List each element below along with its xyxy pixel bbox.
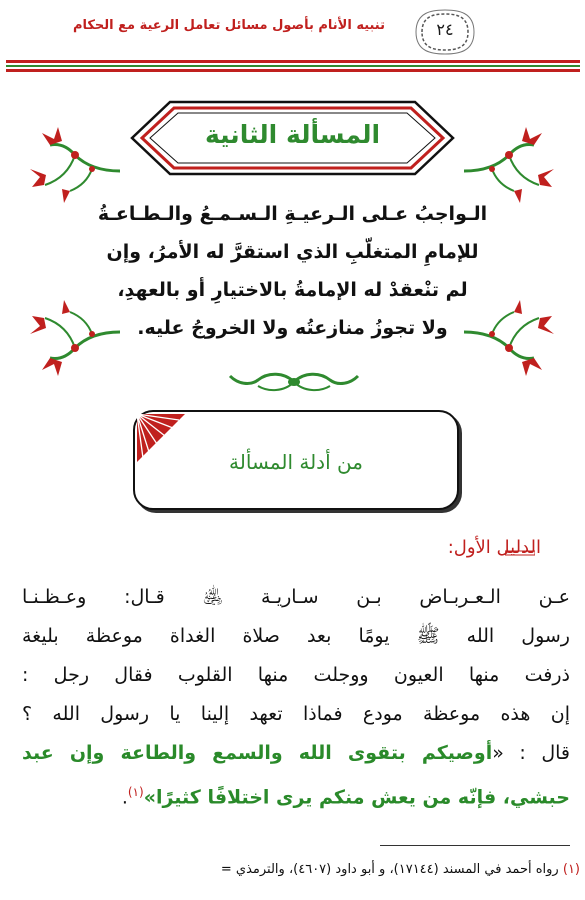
footnote-reference: (١) (127, 785, 144, 799)
issue-title: المسألة الثانية (204, 120, 381, 149)
hadith-quote: أوصيكم بتقوى الله والسمع والطاعة وإن عبد (22, 742, 493, 764)
footnote-number: (١) (562, 862, 580, 877)
running-header-title: تنبيه الأنام بأصول مسائل تعامل الرعية مع الحكام (72, 18, 385, 33)
page-number-ornament (414, 8, 476, 56)
footnote (2, 862, 580, 877)
floral-ornament-icon (30, 125, 122, 205)
ruling-line: لم تنْعقدْ له الإمامةُ بالاختيارِ أو بالعهدِ، (117, 279, 468, 301)
ruling-line: ولا تجوزُ منازعتُه ولا الخروجُ عليه. (137, 317, 448, 339)
ruling-line: للإمامِ المتغلّبِ الذي استقرَّ له الأمرُ، وإن (106, 241, 479, 263)
page-number: ٢٤ (436, 20, 454, 39)
footnote-rule (380, 845, 570, 846)
evidence-section-label: من أدلة المسألة (229, 450, 363, 474)
section-divider-ornament (228, 368, 360, 396)
quote-intro: قال : « (492, 742, 571, 764)
issue-title-plaque (130, 92, 455, 184)
ruling-line: الـواجبُ عـلى الـرعيـةِ الـسـمـعُ والـطـاعـةُ (97, 203, 488, 225)
sentence-end: . (121, 786, 128, 809)
body-line: ذرفت منها العيون ووجلت منها القلوب فقال رجل : (22, 664, 570, 686)
body-line: إن هذه موعظة مودع فماذا تعهد إلينا يا رسول الله ؟ (22, 703, 570, 725)
body-line-quote-start (22, 734, 570, 773)
header-rule-lines (6, 60, 580, 74)
footnote-text: رواه أحمد في المسند (١٧١٤٤)، و أبو داود (٤٦٠٧)، والترمذي = (220, 862, 559, 877)
body-line: رسول الله ﷺ يومًا بعد صلاة الغداة موعظة بليغة (22, 625, 570, 647)
body-line-quote-end (22, 773, 570, 817)
floral-ornament-icon (462, 125, 554, 205)
evidence-section-box (133, 410, 459, 510)
first-evidence-heading: الدليل الأول: (447, 537, 541, 558)
issue-ruling-text (90, 195, 495, 347)
body-line: عـن الـعـربـاض بـن سـاريـة ﵁ قـال: وعـظـنـا (22, 586, 570, 608)
hadith-quote: حبشي، فإنّه من يعش منكم يرى اختلافًا كثيرًا» (143, 786, 570, 809)
hadith-body-text (22, 578, 570, 817)
